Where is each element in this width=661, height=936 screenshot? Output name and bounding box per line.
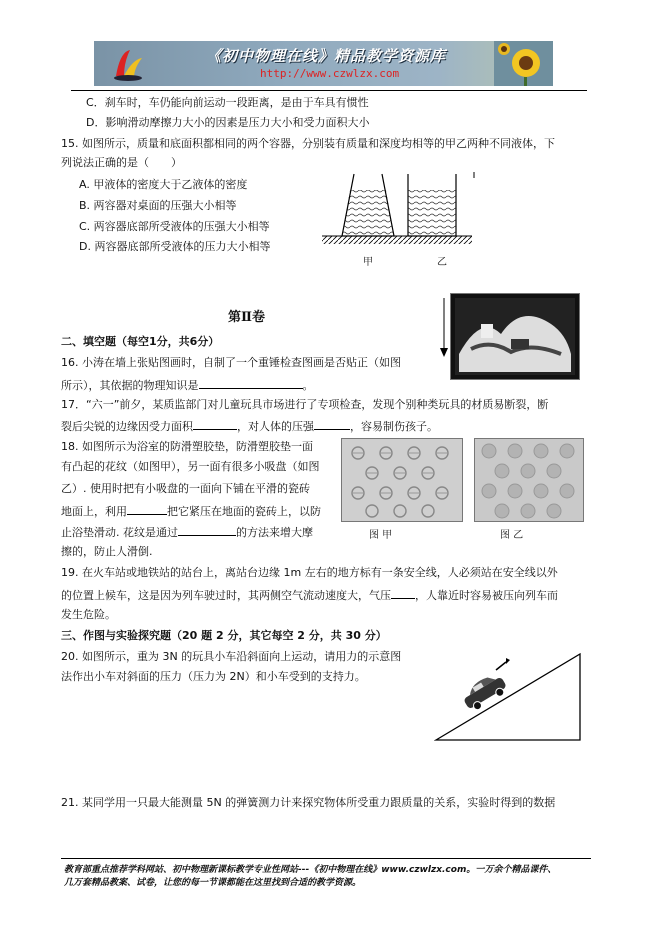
q18-blank-1[interactable]	[127, 503, 167, 515]
q17-line-1: 17．“六一”前夕，某质监部门对儿童玩具市场进行了专项检查，发现个别种类玩具的材质易断裂，断	[61, 398, 549, 411]
q18-line-6: 擦的，防止人滑倒.	[61, 545, 153, 558]
figure-label-jia: 甲	[363, 257, 373, 268]
banner-url[interactable]: http://www.czwlzx.com	[260, 67, 400, 80]
incline-car-figure	[434, 648, 584, 744]
footer-line-2: 几万套精品教案、试卷，让您的每一节课都能在这里找到合适的教学资源。	[64, 878, 362, 888]
banner-title: 《初中物理在线》精品教学资源库	[206, 47, 447, 65]
q17-text-b: ，对人体的压强	[237, 420, 314, 433]
painting-plumb-photo	[450, 293, 580, 380]
q14-option-c: C．刹车时，车仍能向前运动一段距离，是由于车具有惯性	[86, 96, 369, 109]
q18-text-5b: 的方法来增大摩	[236, 526, 313, 539]
q18-line-3: 乙）. 使用时把有小吸盘的一面向下铺在平滑的瓷砖	[61, 482, 310, 495]
q16-text-a: 所示），其依据的物理知识是	[61, 379, 199, 392]
q15-option-a: A. 甲液体的密度大于乙液体的密度	[79, 178, 248, 191]
header-rule	[71, 90, 587, 91]
sunflower-image	[494, 41, 553, 86]
q14-option-d: D．影响滑动摩擦力大小的因素是压力大小和受力面积大小	[86, 116, 370, 129]
q21-line-1: 21. 某同学用一只最大能测量 5N 的弹簧测力计来探究物体所受重力跟质量的关系，实验时得到的数据	[61, 796, 556, 809]
part-two-title: 第Ⅱ卷	[228, 310, 265, 325]
footer-line-1: 教育部重点推荐学科网站、初中物理新课标教学专业性网站---《初中物理在线》www.czwlzx.com。一万余个精品课件、	[64, 865, 557, 875]
q15-stem-2: 列说法正确的是（ ）	[61, 156, 182, 169]
q16-line-1: 16. 小涛在墙上张贴图画时，自制了一个重锤检查图画是否贴正（如图	[61, 356, 401, 369]
section-two-heading: 二、填空题（每空1分，共6分）	[61, 335, 220, 348]
q19-text-b: ，人靠近时容易被压向列车而	[415, 589, 558, 602]
q19-line-3: 发生危险。	[61, 608, 116, 621]
q17-text-c: ，容易制伤孩子。	[350, 420, 438, 433]
figure-label-tu-jia: 图 甲	[369, 530, 393, 541]
section-three-heading: 三、作图与实验探究题（20 题 2 分，其它每空 2 分，共 30 分）	[61, 629, 387, 642]
q20-line-1: 20. 如图所示，重为 3N 的玩具小车沿斜面向上运动，请用力的示意图	[61, 650, 402, 663]
q15-option-b: B. 两容器对桌面的压强大小相等	[79, 199, 237, 212]
q18-blank-2[interactable]	[178, 524, 236, 536]
figure-label-tu-yi: 图 乙	[500, 530, 524, 541]
q15-option-c: C. 两容器底部所受液体的压强大小相等	[79, 220, 270, 233]
containers-figure	[318, 170, 478, 250]
logo-icon	[110, 46, 146, 82]
q18-text-5a: 止浴垫滑动. 花纹是通过	[61, 526, 178, 539]
q19-line-2	[61, 587, 558, 603]
q17-blank-2[interactable]	[314, 418, 350, 430]
mat-photo-yi	[474, 438, 584, 522]
figure-label-yi: 乙	[437, 257, 447, 268]
q18-line-4	[61, 503, 321, 519]
q17-text-a: 裂后尖锐的边缘因受力面积	[61, 420, 193, 433]
q19-blank[interactable]	[391, 587, 415, 599]
plumb-line-arrow	[439, 298, 449, 358]
header-banner	[94, 41, 553, 86]
q18-line-1: 18. 如图所示为浴室的防滑塑胶垫，防滑塑胶垫一面	[61, 440, 313, 453]
q17-blank-1[interactable]	[193, 418, 237, 430]
q19-text-a: 的位置上候车，这是因为列车驶过时，其两侧空气流动速度大，气压	[61, 589, 391, 602]
q16-blank[interactable]	[199, 377, 303, 389]
q18-text-4b: 把它紧压在地面的瓷砖上，以防	[167, 505, 321, 518]
q16-text-b: 。	[302, 379, 314, 392]
q18-line-5	[61, 524, 313, 540]
q16-line-2	[61, 377, 314, 393]
q17-line-2	[61, 418, 438, 434]
q15-option-d: D. 两容器底部所受液体的压力大小相等	[79, 240, 271, 253]
mat-photo-jia	[341, 438, 463, 522]
q18-line-2: 有凸起的花纹（如图甲），另一面有很多小吸盘（如图	[61, 460, 320, 473]
q19-line-1: 19. 在火车站或地铁站的站台上，离站台边缘 1m 左右的地方标有一条安全线，人必须站在安全线以外	[61, 566, 558, 579]
q15-stem-1: 15. 如图所示，质量和底面积都相同的两个容器，分别装有质量和深度均相等的甲乙两种不同液体，下	[61, 137, 555, 150]
footer-rule	[61, 858, 591, 859]
q20-line-2: 法作出小车对斜面的压力（压力为 2N）和小车受到的支持力。	[61, 670, 366, 683]
q18-text-4a: 地面上，利用	[61, 505, 127, 518]
